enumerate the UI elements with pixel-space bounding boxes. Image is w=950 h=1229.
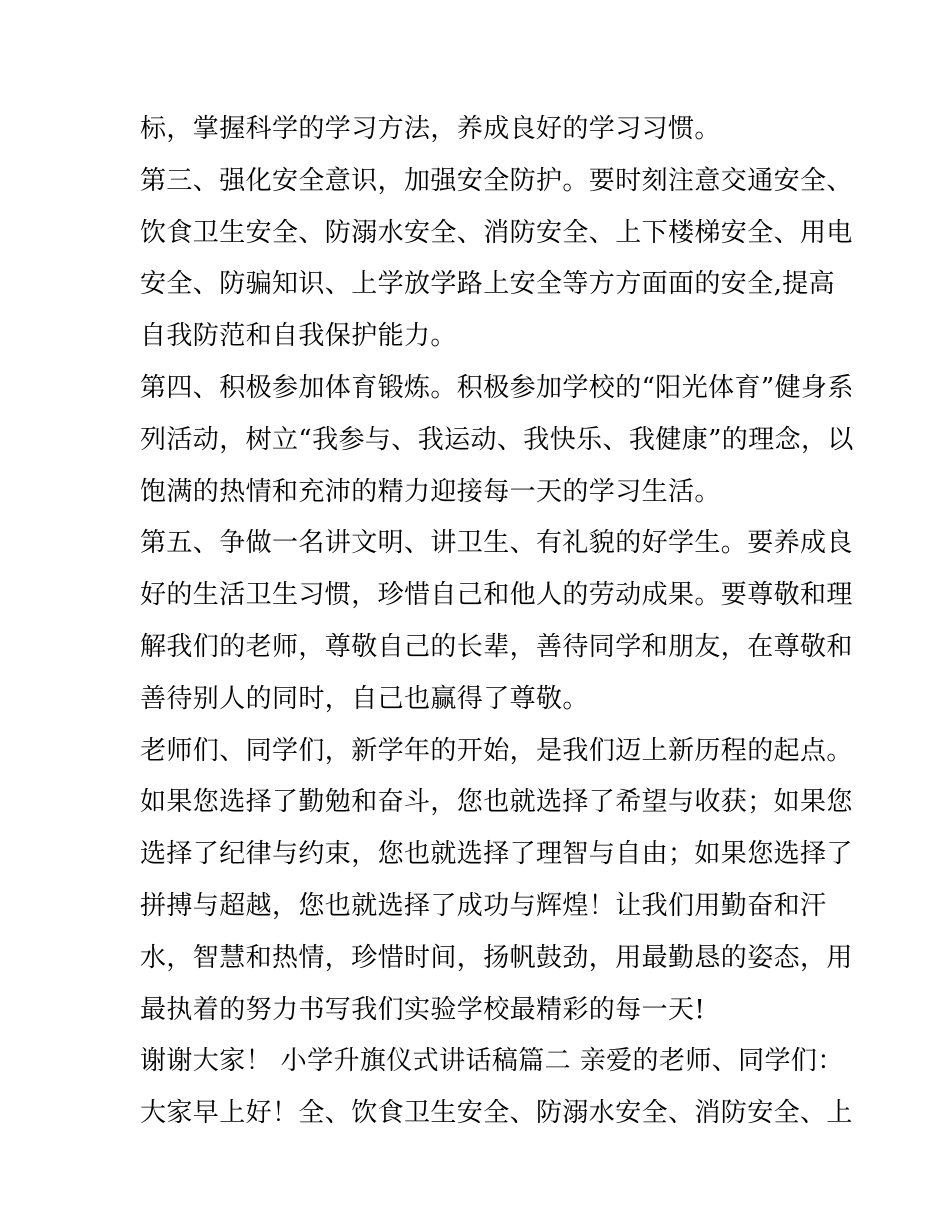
text-line: 饱满的热情和充沛的精力迎接每一天的学习生活。	[140, 476, 721, 507]
text-line: 老师们、同学们，新学年的开始，是我们迈上新历程的起点。	[140, 735, 853, 766]
text-line: 最执着的努力书写我们实验学校最精彩的每一天!	[140, 994, 706, 1025]
text-line: 自我防范和自我保护能力。	[140, 321, 457, 352]
text-line: 标，掌握科学的学习方法，养成良好的学习习惯。	[140, 114, 721, 144]
text-line: 第五、争做一名讲文明、讲卫生、有礼貌的好学生。要养成良	[140, 528, 853, 559]
text-line: 水，智慧和热情，珍惜时间，扬帆鼓劲，用最勤恳的姿态，用	[140, 942, 853, 973]
text-line: 选择了纪律与约束，您也就选择了理智与自由；如果您选择了	[140, 839, 853, 870]
text-line: 第四、积极参加体育锻炼。积极参加学校的“阳光体育”健身系	[140, 372, 854, 403]
document-body	[140, 104, 854, 1140]
text-line: 大家早上好！全、饮食卫生安全、防溺水安全、消防安全、上	[140, 1098, 853, 1129]
text-line: 列活动，树立“我参与、我运动、我快乐、我健康”的理念，以	[140, 424, 854, 455]
text-line: 好的生活卫生习惯，珍惜自己和他人的劳动成果。要尊敬和理	[140, 580, 853, 611]
text-line: 如果您选择了勤勉和奋斗，您也就选择了希望与收获；如果您	[140, 787, 853, 818]
text-line: 善待别人的同时，自己也赢得了尊敬。	[140, 683, 589, 714]
text-line: 第三、强化安全意识，加强安全防护。要时刻注意交通安全、	[140, 165, 853, 196]
text-line: 解我们的老师，尊敬自己的长辈，善待同学和朋友，在尊敬和	[140, 631, 853, 662]
text-line: 安全、防骗知识、上学放学路上安全等方方面面的安全,提高	[140, 269, 836, 300]
text-line: 拼搏与超越，您也就选择了成功与辉煌！让我们用勤奋和汗	[140, 890, 827, 921]
text-line: 饮食卫生安全、防溺水安全、消防安全、上下楼梯安全、用电	[140, 217, 853, 248]
text-line: 谢谢大家！ 小学升旗仪式讲话稿篇二 亲爱的老师、同学们：	[140, 1046, 844, 1077]
